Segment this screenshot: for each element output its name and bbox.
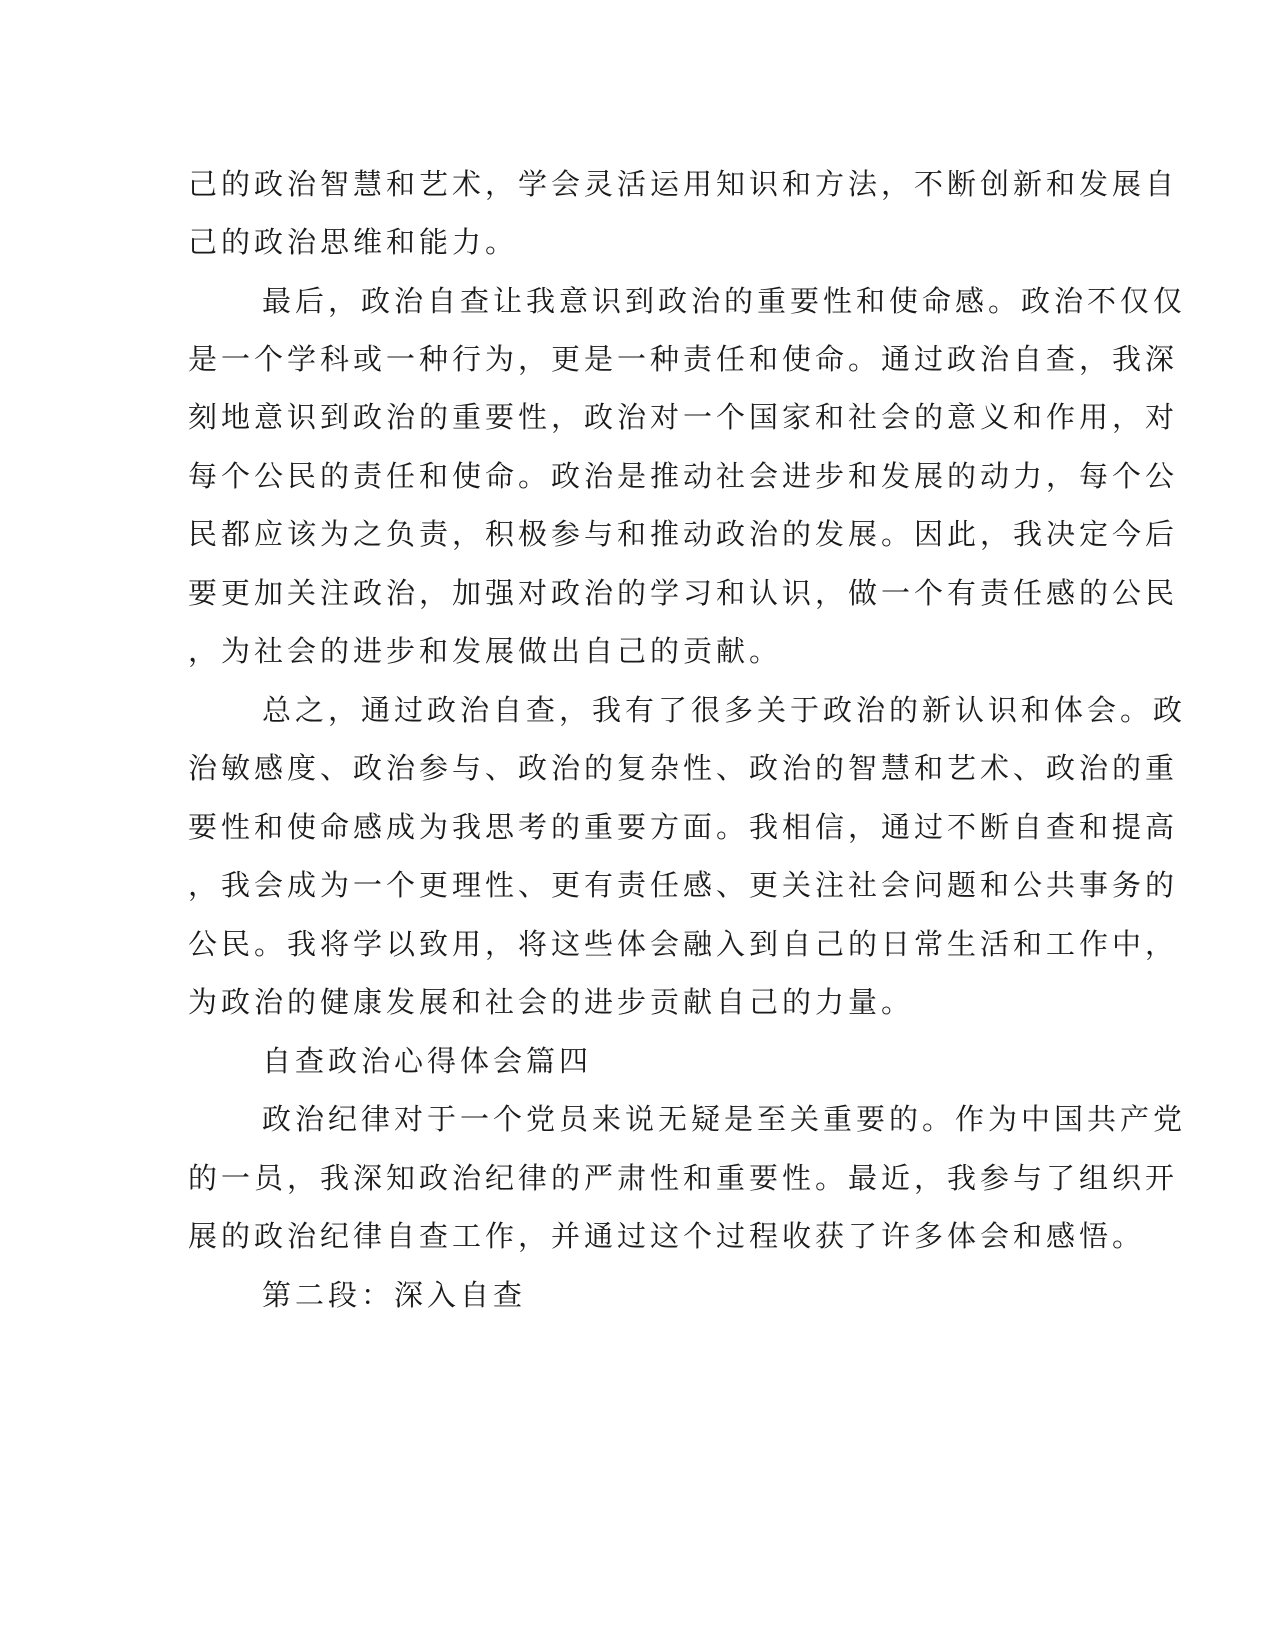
text-line: 的一员，我深知政治纪律的严肃性和重要性。最近，我参与了组织开	[188, 1161, 1179, 1195]
text-line: 要性和使命感成为我思考的重要方面。我相信，通过不断自查和提高	[188, 810, 1179, 844]
text-line: 公民。我将学以致用，将这些体会融入到自己的日常生活和工作中，	[188, 927, 1179, 961]
subsection-heading: 第二段：深入自查	[262, 1278, 527, 1312]
text-line: 是一个学科或一种行为，更是一种责任和使命。通过政治自查，我深	[188, 342, 1179, 376]
text-line: ，为社会的进步和发展做出自己的贡献。	[188, 634, 783, 668]
text-line: 为政治的健康发展和社会的进步贡献自己的力量。	[188, 985, 915, 1019]
text-line: 己的政治思维和能力。	[188, 225, 519, 259]
text-line: 刻地意识到政治的重要性，政治对一个国家和社会的意义和作用，对	[188, 400, 1179, 434]
paragraph-first-line: 总之，通过政治自查，我有了很多关于政治的新认识和体会。政	[262, 693, 1187, 727]
text-line: 展的政治纪律自查工作，并通过这个过程收获了许多体会和感悟。	[188, 1219, 1146, 1253]
section-heading: 自查政治心得体会篇四	[262, 1044, 593, 1078]
text-line: 己的政治智慧和艺术，学会灵活运用知识和方法，不断创新和发展自	[188, 167, 1179, 201]
paragraph-first-line: 最后，政治自查让我意识到政治的重要性和使命感。政治不仅仅	[262, 284, 1187, 318]
text-line: 要更加关注政治，加强对政治的学习和认识，做一个有责任感的公民	[188, 576, 1179, 610]
text-line: 每个公民的责任和使命。政治是推动社会进步和发展的动力，每个公	[188, 459, 1179, 493]
text-line: 民都应该为之负责，积极参与和推动政治的发展。因此，我决定今后	[188, 517, 1179, 551]
text-line: 治敏感度、政治参与、政治的复杂性、政治的智慧和艺术、政治的重	[188, 751, 1179, 785]
paragraph-first-line: 政治纪律对于一个党员来说无疑是至关重要的。作为中国共产党	[262, 1102, 1187, 1136]
text-line: ，我会成为一个更理性、更有责任感、更关注社会问题和公共事务的	[188, 868, 1179, 902]
